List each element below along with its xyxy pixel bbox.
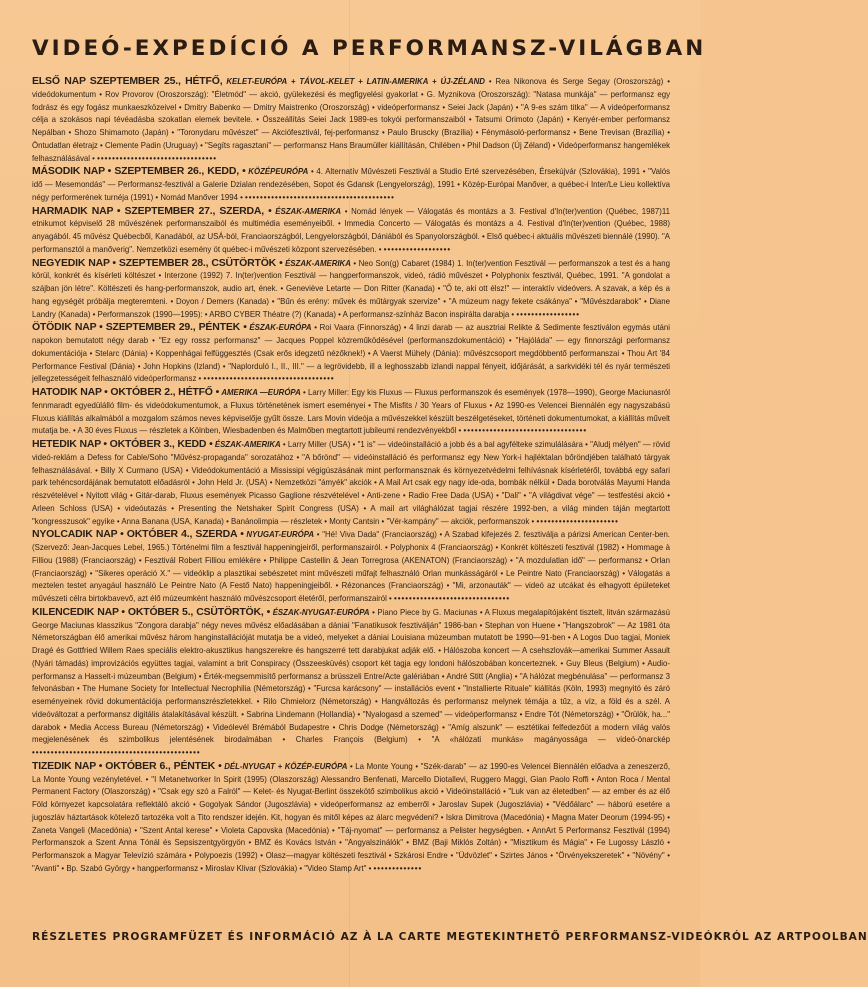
day-heading: HARMADIK NAP [32, 204, 114, 217]
day-program-text: • Larry Miller (USA) • "1 is" — videóinstalláció a jobb és a bal agyféltekе szimulálására • "Aludj mélyen" — rövid videó-reklám a Defess for Cable/Soho "Művész-propaganda" sorozatához • "A bőrönd" — videóinstalláció és performansz egy New York-i hajléktalan bőröndjében található tárgyak felhasználásával. • Billy X Curmano (USA) • Videódokumentáció a Mississipi végigúszásának mint performansznak és környezetvédelmi felhívásnak kísérletéről, továbbá egy safari park tehéncsordájának bemutatott előadásról • John Held Jr. (USA) • Nemzetközi "ámyék" akciók • A Mail Art csak egy nagy ide-oda, bombák nélkül • Dada borotválás Mayumi Handa részvételével • Nyitott világ • Gitár-darab, Fluxus események Picasso Gaglione részvételével • Anti-zene • Radio Free Dada (USA) • "Dali" • "A világdivat vége" — testfestési akció • Arleen Schloss (USA) • videóutazás • Presenting the Netshaker Spirit Congress (USA) • A mail art világhálózat tagjai részére 1992-ben, a világ minden táján megtartott "kongresszusok" egyike • Anna Banana (USA, Kanada) • Banánolimpia — részletek • Monty Cantsin • "Vér-kampány" — akciók, performanszok • [32, 440, 670, 526]
day-date: • OKTÓBER 4., SZERDA • [120, 528, 244, 541]
day-region: ÉSZAK-EURÓPA [249, 323, 312, 333]
program-day [32, 75, 670, 165]
day-date: • OKTÓBER 6., PÉNTEK • [98, 759, 222, 772]
day-heading: MÁSODIK NAP [32, 165, 105, 178]
day-date: • OKTÓBER 5., CSÜTÖRTÖK, • [121, 605, 271, 618]
footer-info: RÉSZLETES PROGRAMFÜZET ÉS INFORMÁCIÓ AZ À LA CARTE MEGTEKINTHETŐ PERFORMANSZ-VIDEÓKRÓL AZ ARTPOOLBAN [32, 931, 868, 943]
day-date: • SZEPTEMBER 29., PÉNTEK • [99, 321, 247, 334]
day-region: ÉSZAK-AMERIKA [214, 440, 281, 449]
day-program-text: • Piano Piece by G. Maciunas • A Fluxus megalapítójaként tisztelt, litván származású George Maciunas klasszikus "Zongora darabja" négy neves művész előadásában a dániai "Fanatikusok fesztiválján" 1986-ban • Stephan von Huene • "Hangszobrok" — Az 1981 óta Németországban élő amerikai művész három hanginstallációját mutatja be a videó, melyeket a dániai Louisiana múzeumban mutatott be 1990—91-ben • A Logos Duo tagjai, Moniek Dragé és Gottfried Willem Raes speciális elektro-akusztikus hangszerekre és hangszerré tett darabjukat adják elő. • Hálószoba koncert — A csehszlovák—amerikai Summer Assault (Nyári támadás) improvizációs együttes tagjai, valamint a brit Conspiracy (Összeesküvés) csoport két tagja egy londoni hálószobában koncerteznek. • Guy Bleus (Belgium) • Audio-performansz a Hasselt-i múzeumban (Belgium) • Érték-megsemmisítő performansz a brüsszeli Entre/Acte galériában • André Stitt (Anglia) • "A hálózat megbénulása" — performansz 3 felvonásban • The Humane Society for Intellectual Necrophilia (Németország) • "Furcsa karácsony" — installációs event • "Installierte Rituale" kiállítás (Köln, 1993) megnyitó és záró eseményeinek rövid dokumentációja performanszrészletekkel. • Rilo Chmielorz (Németország) • Hangváltozás és performansz melynek témája a tűz, a víz, a föld és a szél. A videóváltozat a performansz digitális átalakításával készült. • Sabrina Lindemann (Hollandia) • "Nyalogasd a szemed" — videóperformansz • Endre Tót (Németország) • "Örülök, ha..." darabok • Media Access Bureau (Németország) • Videólevél Brémából Budapestre • Chris Dodge (Németország) • "Amíg alszunk" — esztétikai felfedezőút a modern világ valós megjelenésének és szimbolikus jelentésének birodalmában • Charles François (Belgium) • "A «hálózati munkás» magányossága — videó-önarckép [32, 607, 670, 745]
program-day [32, 257, 670, 322]
dot-leader: •••••••••••••••••••••• [536, 516, 619, 526]
day-date: • SZEPTEMBER 27., SZERDA, • [116, 204, 272, 217]
program-day [32, 528, 670, 606]
dot-leader: ••••••••••••••••••••••••••••••••• [463, 426, 588, 436]
day-heading: TIZEDIK NAP [32, 759, 97, 772]
program-days [32, 75, 670, 876]
day-region: DÉL-NYUGAT + KÖZÉP-EURÓPA [224, 761, 348, 771]
day-heading: NYOLCADIK NAP [32, 528, 118, 541]
program-day [32, 205, 670, 257]
day-region: NYUGAT-EURÓPA [246, 530, 315, 540]
day-program-text: • Rea Nikonova és Serge Segay (Oroszország) • videódokumentum • Rov Provorov (Oroszország): "Életmód" — akció, gyülekezési és megfigyelési gyakorlat • G. Myznikova (Oroszország): "Natasa munkája" — performansz egy fodrász és egy fogász munkaeszközeivel • Dmitry Babenko — Dmitry Maistrenko (Oroszország) • videóperformansz • Seiei Jack (Japán) • "A 9-es szám titka" — A videóperformansz célja a szokásos napi tévéadásba szokatlan elemek bevitele. • Összeállítás Seiei Jack 1989-es tokyói performanszaiból • Tatsumi Orimoto (Japán) • Kenyér-ember performansz Nepálban • Shozo Shimamoto (Japán) • "Toronydaru művészet" — Akciófesztivál, fej-performansz • Paulo Bruscky (Brazília) • Fénymásoló-performansz • Bene Trevisan (Brazília) • Öntudatlan életrajz • Clemente Padin (Uruguay) • "Segíts ragasztani" — performansz Hans Braumüller kiállításán, Chilében • Phil Dadson (Új Zéland) • Videóperformansz hangemlékek felhasználásával • [32, 77, 670, 163]
day-heading: HATODIK NAP [32, 386, 102, 398]
paper-fold-vertical [349, 0, 350, 987]
day-program-text: • Nomád lények — Válogatás és montázs a 3. Festival d'In(ter)vention (Québec, 1987)11 etnikumot képviselő 28 művészének performanszaiból és multimédia eseményeiből. • Immedia Concerto — Válogatás és montázs a 4. Festival d'In(ter)vention (Québec, 1988) anyagából. 45 művész Québecből, Kanadából, az USÁ-ból, Franciaországból, Lengyelországból, Dániából és Spanyolországból. • Első québec-i aktuális művészeti biennálé (1990). "A performansztól a manőverig". Nemzetközi esemény öt québec-i művészeti központ szervezésében. • [32, 206, 670, 254]
dot-leader: ••••••••••••••••••••••••••••••• [394, 594, 511, 603]
day-heading: ÖTÖDIK NAP [32, 321, 97, 334]
dot-leader: •••••••••••••••••• [383, 244, 452, 254]
program-day [32, 386, 670, 438]
day-date: • SZEPTEMBER 26., KEDD, • [107, 165, 246, 178]
day-program-text: • Larry Miller: Egy kis Fluxus — Fluxus performanszok és események (1978—1990), George Maciunasról fennmaradt egyedülálló film- és videódokumentumok, a Fluxus történetének ismert eseményei • The Misfits / 30 Years of Fluxus • Az 1990-es Velencei Biennálén egy nagyszabású Fluxus kiállítás alkalmából a mozgalom számos neves képviselője gyűlt össze. Lars Movin videója a művészekkel készült beszélgetéseket, történeti dokumentumokat, a kiállítás művelt mutatja be. • A 30 éves Fluxus — részletek a Kölnben, Wiesbadenben és Malmőben megtartott jubileumi rendezvényekből • [32, 388, 671, 436]
dot-leader: •••••••••••••••••••••••••••••••• [97, 153, 217, 163]
dot-leader: ••••••••••••••••••••••••••••••••••••••••••••• [32, 748, 201, 757]
day-region: KELET-EURÓPA + TÁVOL-KELET + LATIN-AMERIKA + ÚJ-ZÉLAND [226, 77, 485, 86]
day-region: ÉSZAK-NYUGAT-EURÓPA [272, 607, 370, 617]
program-day [32, 760, 670, 876]
dot-leader: ••••••••••••••••••••••••••••••••••• [203, 374, 335, 384]
day-program-text: • La Monte Young • "Szék-darab" — az 1990-es Velencei Biennálén előadva a zeneszerző, La Monte Young vezényletével. • "I Metanetworker In Spirit (1995) (Olaszország) Alessandro Benfenati, Marcello Diotallevi, Ruggero Maggi, Gian Paolo Roffi • Anton Roca / Mental Permanent Factory (Olaszország) • "Csak egy szó a Falról" — Kelet- és Nyugat-Berlint összekötő szimbolikus akció • Videóinstalláció • "Luk van az életedben" — az ember és az élő Föld környezet kapcsolatára reflektáló akció • Gogolyak Sándor (Jugoszlávia) • videóperformansz az emberről • Jaroslav Supek (Jugoszlávia) • "Védőálarc" — háború esetére a jugoszláv háztartások kötelező tartozéka volt a Tito rendszer idején. Kit, hogyan és mitől képes az álarc megvédeni? • Iskra Dimitrova (Macedónia) • Magna Mater Deorum (1994-95) • Zaneta Vangeli (Macedónia) • "Szent Antal kerese" • Violeta Capovska (Macedónia) • "Táj-nyomat" — performansz a Pelister hegységben. • AnnArt 5 Performansz Fesztivál (1994) Performanszok a Szent Anna Tónál és Sepsiszentgyörgyön • BMZ és Kovács István • "Angyalszinálók" • BMZ (Baji Miklós Zoltán) • "Misztikum és Mágia" • Fe Lugossy László • Performanszok a Magyar Televízió számára • Polypoezis (1992) • Olasz—magyar költészeti fesztivál • Szkárosi Endre • "Üdvözlet" • Szirtes János • "Örvényekszeretek" • "Növény" • "Avanti" • Bp. Szabó György • hangperformansz • Miroslav Klivar (Szlovákia) • "Video Stamp Art" • [32, 761, 671, 873]
program-day [32, 438, 670, 528]
day-program-text: • 4. Alternatív Művészeti Fesztivál a Studio Erté szervezésében, Érsekújvár (Szlovákia), 1991 • "Valós idő — Mesemondás" — Performansz-fesztivál a Galerie Dzialan rendezésében, Sopot és Gdansk (Lengyelország), 1991 • Közép-Európai Manőver, a québec-i Inter/Le Lieu kollektíva négy performerének turnéja (1991) • Nomád Manőver 1994 • [32, 167, 670, 202]
poster-title: VIDEÓ-EXPEDÍCIÓ A PERFORMANSZ-VILÁGBAN [32, 36, 707, 61]
program-day [32, 321, 670, 386]
dot-leader: ••••••••••••••••• [516, 309, 581, 319]
dot-leader: •••••••••••••••••••••••••••••••••••••••• [245, 192, 395, 202]
day-program-text: • Roi Vaara (Finnország) • 4 linzi darab — az ausztriai Relikte & Sedimente fesztiválon egymás utáni napokon bemutatott négy darab • "Ez egy rossz performansz" — Jacques Poppel közreműködésével (performanszdokumentáció) • "Hajóláda" — egy finnországi performansz dokumentációja • Stelarc (Dánia) • Koppenhágai felfüggesztés (Csak erős idegzetű nézőknek!) • A Vaerst Mühely (Dánia): művészcsoport megdöbbentő performanszai • Thou Art '84 Performance Festival (Dánia) • John Hopkins (Izland) • "Naplorduló I., II., III." — a legrövidebb, ill a leghosszabb izlandi nappal fényeit, időjárását, a sarkvidéki tél és nyár természeti jellegzetességeit felhasználó videóperformansz • [32, 323, 670, 384]
day-heading: NEGYEDIK NAP [32, 256, 110, 269]
program-day [32, 606, 670, 760]
day-date: • OKTÓBER 2., HÉTFŐ • [104, 386, 220, 398]
day-date: • SZEPTEMBER 28., CSÜTÖRTÖK • [112, 256, 283, 269]
day-program-text: • "Hé! Viva Dada" (Franciaország) • A Szabad kifejezés 2. fesztiválja a párizsi American Center-ben. (Szervező: Jean-Jacques Lebel, 1965.) Történelmi film a fesztivál happeningjeiről, performanszairól. • Polyphonix 4 (Franciaország) • Konkrét költészeti fesztivál (1982) • Hommage à Filliou (1988) (Franciaország) • Fesztivál Robert Filliou emlékére • Philippe Castellin & Jean Torregrosa (AKENATON) (Franciaország) • "A mozdulatlan idő" — performansz • Orlan (Franciaország) • "Sikeres operáció X." — videóklip a plasztikai sebészetet mint művészeti műfajt felhasználó Orlan munkásságáról • Le Peintre Nato (Franciaország) • Válogatás a meztelen testet anyagául használó Le Peintre Nato (A Festő Nato) happeningjeiből. • Rézonances (Franciaország) • "Mi, arzonauták" — videó az utcákat és elhagyott épületeket művészeti célra birtokbavevő, azt élő múzeumként használó művészcsoport életéről, performanszairól • [32, 530, 670, 603]
day-region: ÉSZAK-AMERIKA [285, 258, 351, 268]
day-date: • OKTÓBER 3., KEDD • [103, 438, 213, 450]
day-program-text: • Neo Son(g) Cabaret (1984) 1. In(ter)vention Fesztivál — performanszok a test és a hang körül, konkrét és kísérleti költészet • Interzone (1992) 7. In(ter)vention Fesztivál — hangperformanszok, videó, rádió művészet • Polyphonix fesztivál, Québec, 1991. "A gondolat a szájban jön létre". Költészeti és hang-performanszok, audio art, ének. • Geneviève Letarte — Don Ritter (Kanada) • "Ő te, aki ott élsz!" — interaktív videóvers. A szavak, a kép és a hang egységét próbálja megteremteni. • Doyon / Demers (Kanada) • "Bűn és erény: művek és műtárgyak szervize" • "A múzeum nagy fekete csákánya" • "Művészdarabok" • Diane Landry (Kanada) • Performanszok (1990—1995): • ARBO CYBER Théatre (?) (Kanada) • A performansz-színház Bacon inspirálta darabja • [32, 258, 671, 319]
program-day [32, 165, 670, 204]
day-region: KÖZÉPEURÓPA [248, 167, 309, 177]
day-region: AMERIKA —EURÓPA [221, 388, 301, 397]
day-date: SZEPTEMBER 25., HÉTFŐ, [89, 75, 223, 87]
day-heading: ELSŐ NAP [32, 75, 86, 87]
day-heading: HETEDIK NAP [32, 438, 102, 450]
day-region: ÉSZAK-AMERIKA [275, 206, 342, 216]
day-heading: KILENCEDIK NAP [32, 605, 119, 618]
dot-leader: ••••••••••••• [373, 863, 423, 873]
